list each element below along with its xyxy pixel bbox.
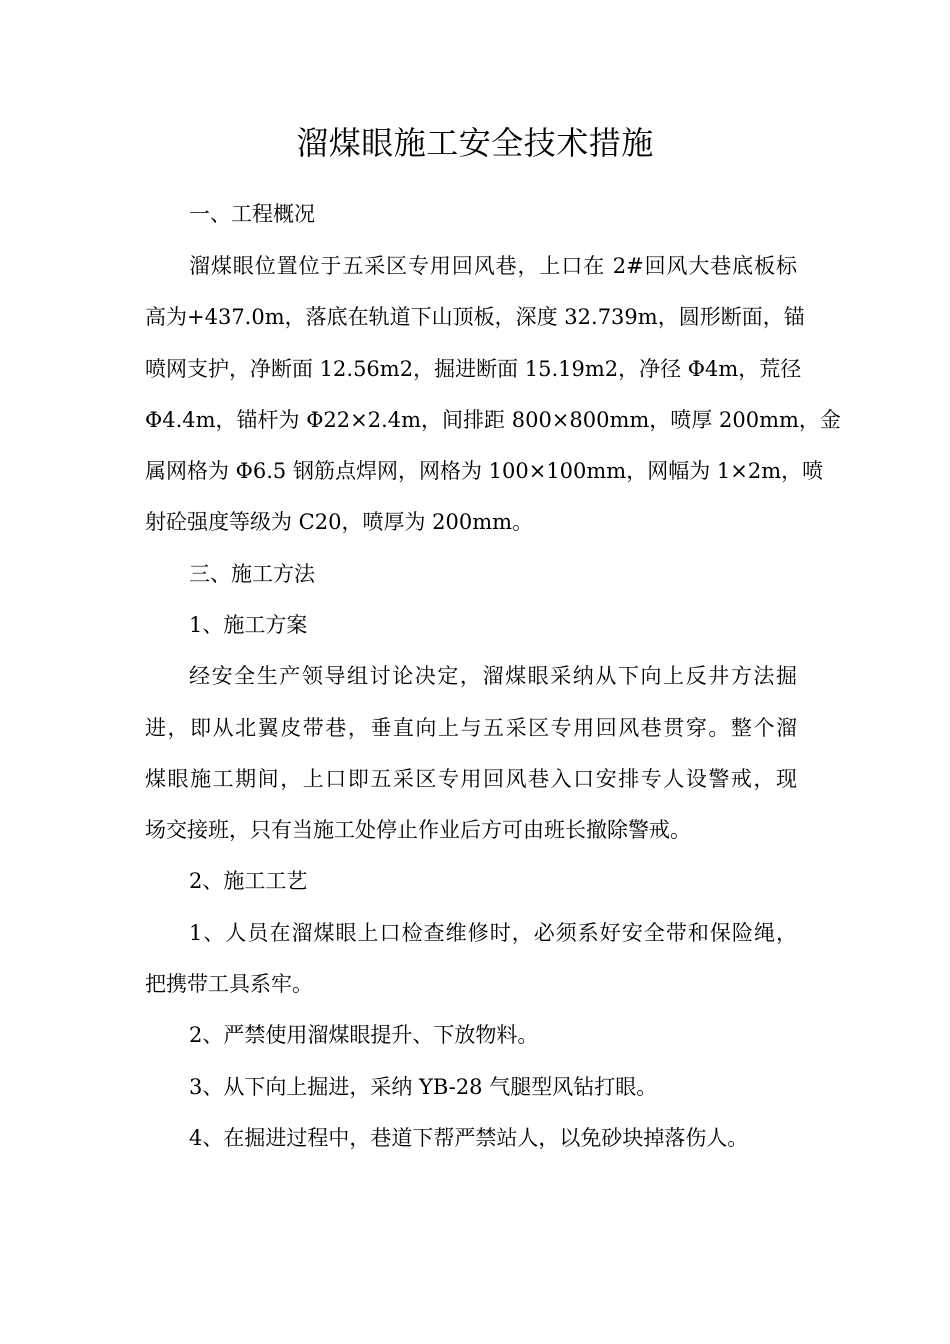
paragraph-overview-line: 射砼强度等级为 C20，喷厚为 200mm。 xyxy=(145,510,534,534)
list-item-1-line: 把携带工具系牢。 xyxy=(145,972,313,996)
list-item-4: 4、在掘进过程中，巷道下帮严禁站人，以免砂块掉落伤人。 xyxy=(189,1126,749,1150)
document-title: 溜煤眼施工安全技术措施 xyxy=(296,124,654,162)
paragraph-overview-line: 溜煤眼位置位于五采区专用回风巷，上口在 2#回风大巷底板标 xyxy=(189,254,797,278)
paragraph-plan-line: 煤眼施工期间，上口即五采区专用回风巷入口安排专人设警戒，现 xyxy=(145,767,797,791)
paragraph-plan-line: 场交接班，只有当施工处停止作业后方可由班长撤除警戒。 xyxy=(145,818,691,842)
paragraph-plan-line: 进，即从北翼皮带巷，垂直向上与五采区专用回风巷贯穿。整个溜 xyxy=(145,716,797,740)
paragraph-plan-line: 经安全生产领导组讨论决定，溜煤眼采纳从下向上反井方法掘 xyxy=(189,664,797,688)
paragraph-overview-line: 属网格为 Φ6.5 钢筋点焊网，网格为 100×100mm，网幅为 1×2m，喷 xyxy=(145,459,824,483)
subsection-heading-process: 2、施工工艺 xyxy=(189,869,308,893)
list-item-3: 3、从下向上掘进，采纳 YB-28 气腿型风钻打眼。 xyxy=(189,1075,658,1099)
paragraph-overview-line: Φ4.4m，锚杆为 Φ22×2.4m，间排距 800×800mm，喷厚 200mm，金 xyxy=(145,408,841,432)
paragraph-overview-line: 喷网支护，净断面 12.56m2，掘进断面 15.19m2，净径 Φ4m，荒径 xyxy=(145,357,802,381)
paragraph-overview-line: 高为+437.0m，落底在轨道下山顶板，深度 32.739m，圆形断面，锚 xyxy=(145,305,805,329)
subsection-heading-plan: 1、施工方案 xyxy=(189,613,308,637)
section-heading-overview: 一、工程概况 xyxy=(189,202,315,226)
section-heading-method: 三、施工方法 xyxy=(189,562,315,586)
list-item-1-line: 1、人员在溜煤眼上口检查维修时，必须系好安全带和保险绳， xyxy=(189,921,797,945)
list-item-2: 2、严禁使用溜煤眼提升、下放物料。 xyxy=(189,1023,539,1047)
